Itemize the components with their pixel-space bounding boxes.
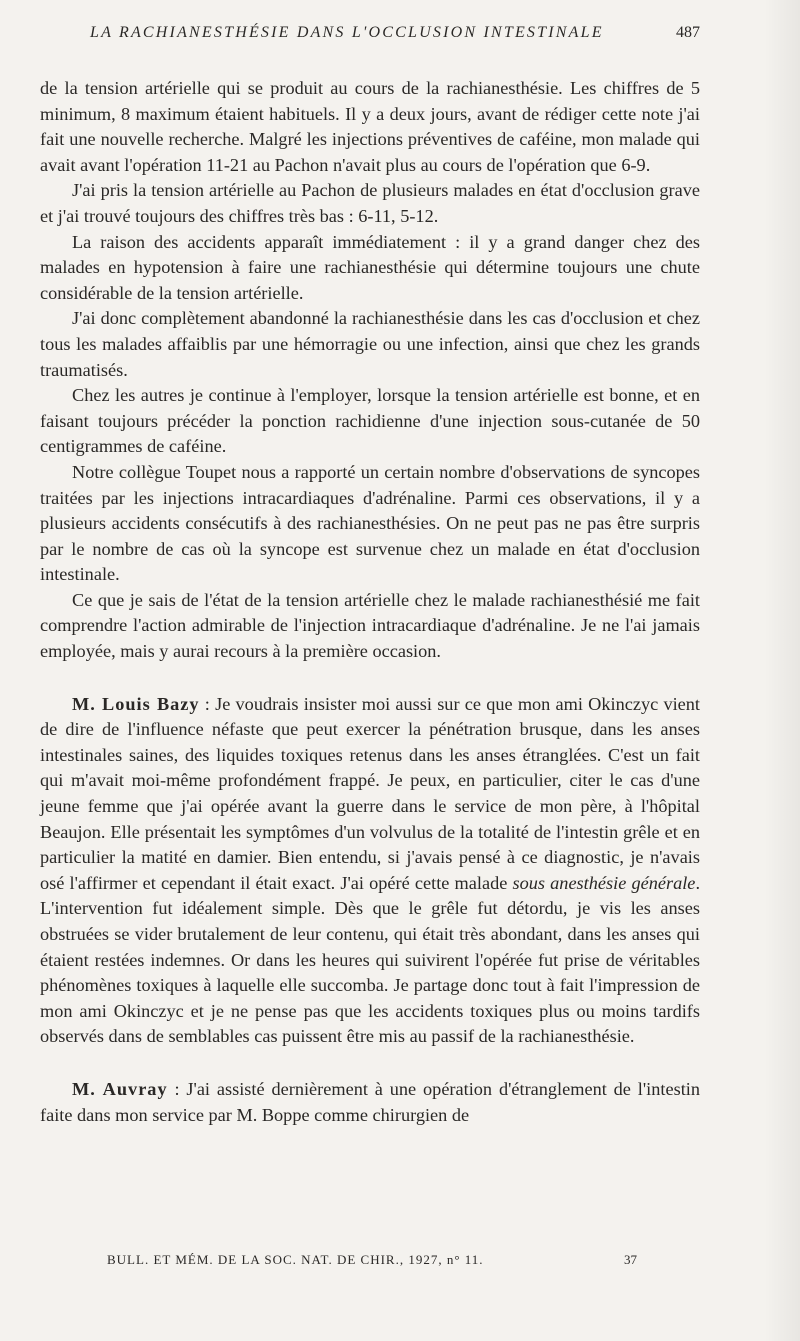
- body-text: [40, 76, 700, 1128]
- paragraph: J'ai pris la tension artérielle au Pachon de plusieurs malades en état d'occlusion grave et j'ai trouvé toujours des chiffres très bas : 6-11, 5-12.: [40, 180, 700, 226]
- bazy-text-start: : Je voudrais insister moi aussi sur ce que mon ami Okinczyc vient de dire de l'influence néfaste que peut exercer la pénétration brusque, dans les anses intestinales saines, des liquides toxiques retenus dans les anses étranglées. C'est un fait qui m'avait moi-même profondément frappé. Je peux, en particulier, citer le cas d'une jeune femme que j'ai opérée avant la guerre dans le service de mon père, à l'hôpital Beaujon. Elle présentait les symptômes d'un volvulus de la totalité de l'intestin grêle et en particulier la matité en damier. Bien entendu, si j'avais pensé à ce diagnostic, je n'avais osé l'affirmer et cependant il était exact. J'ai opéré cette malade: [40, 693, 700, 893]
- bazy-text-end: . L'intervention fut idéalement simple. Dès que le grêle fut détordu, je vis les anses obstruées se vider brutalement de leur contenu, qui était très abondant, dans les anses qui étaient restées indemnes. Or dans les heures qui suivirent l'opérée fut prise de véritables phénomènes toxiques à laquelle elle succomba. Je partage donc tout à fait l'impression de mon ami Okinczyc et je ne pense pas que les accidents toxiques plus ou moins tardifs observés dans de semblables cas puissent être mis au passif de la rachianesthésie.: [40, 872, 701, 1047]
- speaker-name: M. Louis Bazy: [72, 693, 200, 714]
- footer: [107, 1252, 637, 1268]
- page-gutter-shadow: [764, 0, 800, 1341]
- paragraph: Notre collègue Toupet nous a rapporté un certain nombre d'observations de syncopes traitées par les injections intracardiaques d'adrénaline. Parmi ces observations, il y a plusieurs accidents consécutifs à des rachianesthésies. On ne peut pas ne pas être surpris par le nombre de cas où la syncope est survenue chez un malade en état d'occlusion intestinale.: [40, 461, 700, 585]
- auvray-intervention: [40, 1077, 700, 1128]
- paragraph: La raison des accidents apparaît immédiatement : il y a grand danger chez des malades en hypotension à faire une rachianesthésie qui détermine toujours une chute considérable de la tension artérielle.: [40, 231, 700, 303]
- bazy-intervention: [40, 692, 700, 1050]
- paragraph: J'ai donc complètement abandonné la rachianesthésie dans les cas d'occlusion et chez tous les malades affaiblis par une hémorragie ou une infection, ainsi que chez les grands traumatisés.: [40, 308, 700, 380]
- paragraph: Ce que je sais de l'état de la tension artérielle chez le malade rachianesthésié me fait comprendre l'action admirable de l'injection intracardiaque d'adrénaline. Je ne l'ai jamais employée, mais y aurai recours à la première occasion.: [40, 589, 700, 662]
- running-title: LA RACHIANESTHÉSIE DANS L'OCCLUSION INTESTINALE: [90, 24, 604, 41]
- auvray-text: : J'ai assisté dernièrement à une opération d'étranglement de l'intestin faite dans mon service par M. Boppe comme chirurgien de: [40, 1078, 700, 1125]
- running-header: [90, 24, 700, 42]
- paragraph: Chez les autres je continue à l'employer, lorsque la tension artérielle est bonne, et en faisant toujours précéder la ponction rachidienne d'une injection sous-cutanée de 50 centigrammes de caféine.: [40, 385, 700, 457]
- speaker-name: M. Auvray: [72, 1078, 168, 1099]
- italic-phrase: sous anesthésie générale: [512, 872, 696, 893]
- sheet-number: 37: [624, 1252, 637, 1267]
- footer-citation: BULL. ET MÉM. DE LA SOC. NAT. DE CHIR., 1927, n° 11.: [107, 1252, 484, 1267]
- paragraph: de la tension artérielle qui se produit au cours de la rachianesthésie. Les chiffres de 5 minimum, 8 maximum étaient habituels. Il y a deux jours, avant de rédiger cette note j'ai fait une nouvelle recherche. Malgré les injections préventives de caféine, mon malade qui avait avant l'opération 11-21 au Pachon n'avait plus au cours de l'opération que 6-9.: [40, 78, 700, 175]
- page-number: 487: [676, 24, 700, 41]
